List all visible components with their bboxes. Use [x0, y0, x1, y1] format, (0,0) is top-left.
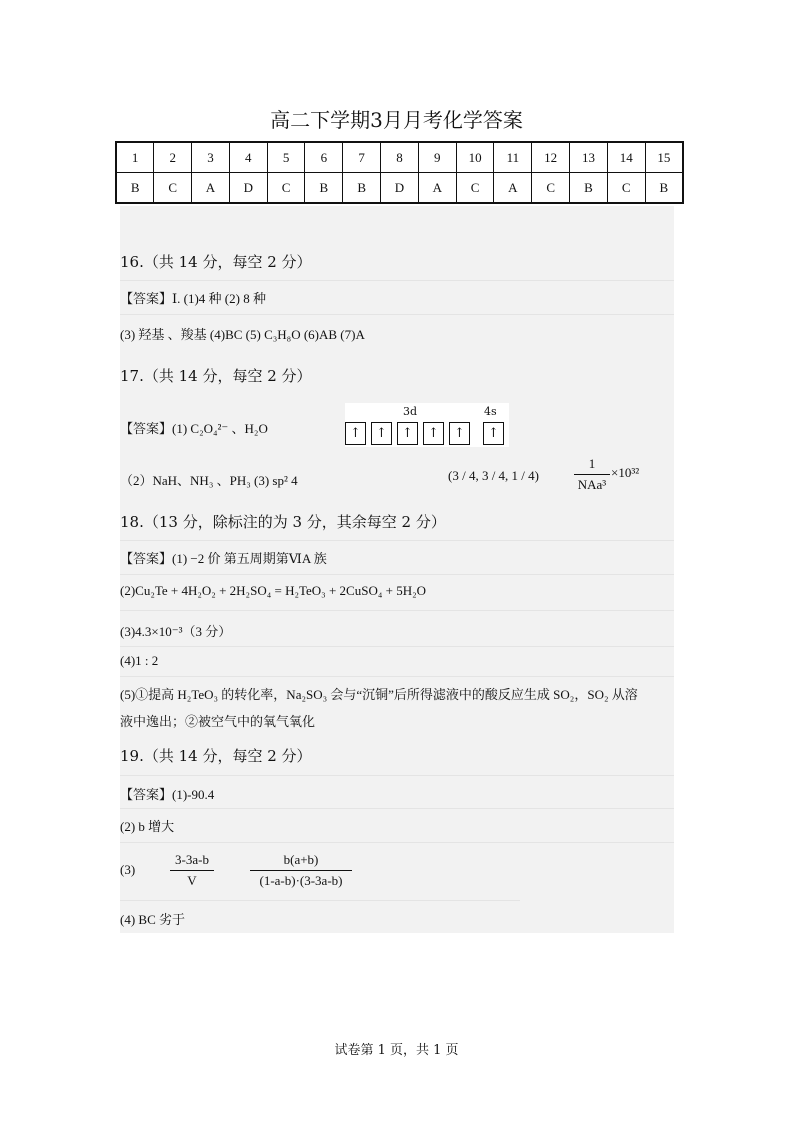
question-number-cell: 2 — [154, 142, 192, 173]
question-number-cell: 11 — [494, 142, 532, 173]
orbital-box-3d-4 — [423, 422, 444, 445]
fraction-numerator: b(a+b) — [283, 852, 319, 867]
divider — [120, 314, 674, 315]
answer-cell: A — [494, 173, 532, 204]
q17-density-fraction — [574, 456, 610, 493]
answer-cell: C — [267, 173, 305, 204]
answer-cell: D — [381, 173, 419, 204]
answer-cell: B — [570, 173, 608, 204]
orbital-box-3d-2 — [371, 422, 392, 445]
divider — [120, 900, 520, 901]
divider — [120, 775, 674, 776]
q17-coordinates: (3 / 4, 3 / 4, 1 / 4) — [448, 468, 539, 483]
page-title: 高二下学期3月月考化学答案 — [270, 108, 523, 132]
fraction-numerator: 1 — [588, 456, 596, 471]
fraction-bar — [574, 474, 610, 475]
answer-area-background — [120, 206, 674, 933]
q17-answer-line2: （2）NaH、NH₃ 、PH₃ (3) sp² 4 — [120, 473, 298, 488]
answer-row — [116, 173, 683, 204]
divider — [120, 540, 674, 541]
q18-answer-line4: (4)1 : 2 — [120, 653, 159, 668]
answer-table — [115, 141, 684, 204]
question-number-cell: 4 — [229, 142, 267, 173]
orbital-label-4s: 4s — [484, 405, 497, 418]
orbital-box-3d-5 — [449, 422, 470, 445]
q19-answer-line1: 【答案】(1)-90.4 — [120, 787, 215, 802]
divider — [120, 574, 674, 575]
q18-header: 18.（13 分，除标注的为 3 分，其余每空 2 分） — [120, 513, 446, 531]
answer-cell: C — [456, 173, 494, 204]
spin-up-arrow-icon: ↑ — [488, 426, 499, 441]
q18-answer-line5: (5)①提高 H₂TeO₃ 的转化率，Na₂SO₃ 会与“沉铜”后所得滤液中的酸反应生成 SO₂，SO₂ 从溶 — [120, 687, 638, 702]
question-number-cell: 15 — [645, 142, 683, 173]
q19-concentration-fraction — [170, 852, 214, 889]
q17-answer-line1: 【答案】(1) C₂O₄²⁻ 、H₂O — [120, 421, 268, 436]
q19-header: 19.（共 14 分，每空 2 分） — [120, 747, 312, 765]
orbital-box-3d-3 — [397, 422, 418, 445]
q16-answer-line1: 【答案】Ⅰ. (1)4 种 (2) 8 种 — [120, 291, 266, 306]
divider — [120, 842, 674, 843]
fraction-numerator: 3-3a-b — [175, 852, 209, 867]
spin-up-arrow-icon: ↑ — [350, 426, 361, 441]
spin-up-arrow-icon: ↑ — [454, 426, 465, 441]
answer-cell: B — [116, 173, 154, 204]
q19-answer-line2: (2) b 增大 — [120, 819, 175, 834]
q19-answer-line4: (4) BC 劣于 — [120, 912, 186, 927]
question-number-cell: 13 — [570, 142, 608, 173]
answer-cell: B — [645, 173, 683, 204]
divider — [120, 610, 674, 611]
question-number-row — [116, 142, 683, 173]
spin-up-arrow-icon: ↑ — [428, 426, 439, 441]
question-number-cell: 12 — [532, 142, 570, 173]
q19-equilibrium-constant-fraction — [250, 852, 352, 889]
question-number-cell: 14 — [607, 142, 645, 173]
orbital-label-3d: 3d — [403, 405, 418, 418]
q17-density-multiplier: ×10³² — [611, 465, 640, 480]
fraction-denominator: V — [187, 873, 197, 888]
question-number-cell: 9 — [418, 142, 456, 173]
divider — [120, 280, 674, 281]
answer-cell: B — [343, 173, 381, 204]
question-number-cell: 6 — [305, 142, 343, 173]
fraction-bar — [250, 870, 352, 871]
orbital-diagram — [345, 403, 509, 447]
answer-cell: B — [305, 173, 343, 204]
q17-header: 17.（共 14 分，每空 2 分） — [120, 367, 312, 385]
divider — [120, 646, 674, 647]
question-number-cell: 5 — [267, 142, 305, 173]
divider — [120, 676, 674, 677]
answer-cell: A — [418, 173, 456, 204]
answer-cell: C — [154, 173, 192, 204]
answer-cell: D — [229, 173, 267, 204]
divider — [120, 808, 674, 809]
question-number-cell: 3 — [192, 142, 230, 173]
q16-header: 16.（共 14 分，每空 2 分） — [120, 253, 312, 271]
q19-answer-line3-label: (3) — [120, 862, 136, 877]
answer-cell: A — [192, 173, 230, 204]
q18-answer-line3: (3)4.3×10⁻³（3 分） — [120, 624, 232, 639]
question-number-cell: 10 — [456, 142, 494, 173]
q18-answer-line6: 液中逸出；②被空气中的氧气氧化 — [120, 714, 316, 729]
answer-cell: C — [532, 173, 570, 204]
spin-up-arrow-icon: ↑ — [376, 426, 387, 441]
question-number-cell: 1 — [116, 142, 154, 173]
answer-cell: C — [607, 173, 645, 204]
orbital-box-4s — [483, 422, 504, 445]
fraction-denominator: NAa³ — [577, 477, 607, 492]
orbital-box-3d-1 — [345, 422, 366, 445]
page-footer: 试卷第 1 页，共 1 页 — [334, 1043, 459, 1058]
spin-up-arrow-icon: ↑ — [402, 426, 413, 441]
fraction-denominator: (1-a-b)·(3-3a-b) — [259, 873, 343, 888]
question-number-cell: 7 — [343, 142, 381, 173]
q16-answer-line2: (3) 羟基 、羧基 (4)BC (5) C₃H₈O (6)AB (7)A — [120, 327, 365, 342]
fraction-bar — [170, 870, 214, 871]
q18-answer-line2: (2)Cu₂Te + 4H₂O₂ + 2H₂SO₄ = H₂TeO₃ + 2CuSO₄ + 5H₂O — [120, 583, 427, 598]
q18-answer-line1: 【答案】(1) −2 价 第五周期第ⅥA 族 — [120, 551, 327, 566]
question-number-cell: 8 — [381, 142, 419, 173]
